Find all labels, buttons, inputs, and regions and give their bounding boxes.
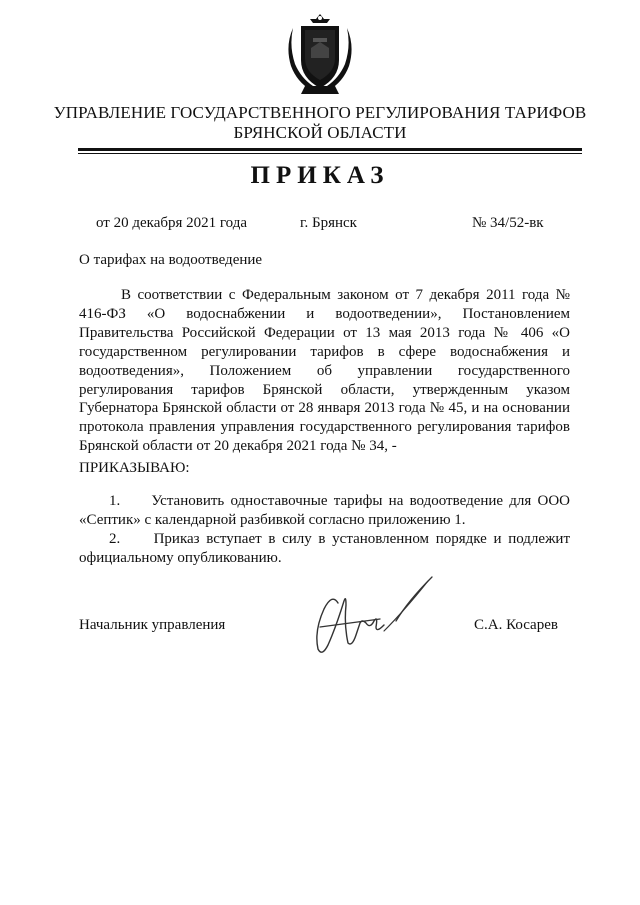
order-item-text: Установить одноставочные тарифы на водоотведение для ООО «Септик» с календарной разбивкой согласно приложению 1. [79, 493, 571, 528]
order-heading: ПРИКАЗЫВАЮ: [79, 460, 190, 476]
header-divider-thin [78, 153, 582, 154]
handwritten-signature-icon [300, 575, 445, 665]
organization-name-line-2: БРЯНСКОЙ ОБЛАСТИ [233, 123, 407, 142]
order-item-1 [79, 492, 570, 530]
order-item-text: Приказ вступает в силу в установленном порядке и подлежит официальному опубликованию. [79, 531, 571, 566]
header-divider-thick [78, 148, 582, 151]
document-subject: О тарифах на водоотведение [79, 252, 263, 268]
coat-of-arms-icon [287, 12, 353, 98]
order-item-number: 2. [109, 531, 121, 547]
order-item-number: 1. [109, 493, 121, 509]
organization-name-line-1: УПРАВЛЕНИЕ ГОСУДАРСТВЕННОГО РЕГУЛИРОВАНИЯ ТАРИФОВ [53, 103, 587, 122]
document-title: ПРИКАЗ [250, 162, 390, 189]
document-date: от 20 декабря 2021 года [96, 215, 248, 231]
order-item-2 [79, 530, 570, 568]
document-city: г. Брянск [300, 215, 357, 231]
signatory-position: Начальник управления [79, 617, 226, 633]
preamble-paragraph: В соответствии с Федеральным законом от 7 декабря 2011 года № 416-ФЗ «О водоснабжении и водоотведении», Постановлением Правительства Российской Федерации от 13 мая 2013 года № 406 «О государственном регулировании тарифов в сфере водоснабжения и водоотведения», Положением об управлении государственного регулирования тарифов Брянской области, утвержденным указом Губернатора Брянской области от 28 января 2013 года № 45, и на основании протокола правления управления государственного регулирования тарифов Брянской области от 20 декабря 2021 года № 34, - [79, 287, 570, 455]
document-number: № 34/52-вк [472, 215, 544, 231]
signatory-name: С.А. Косарев [474, 617, 558, 633]
